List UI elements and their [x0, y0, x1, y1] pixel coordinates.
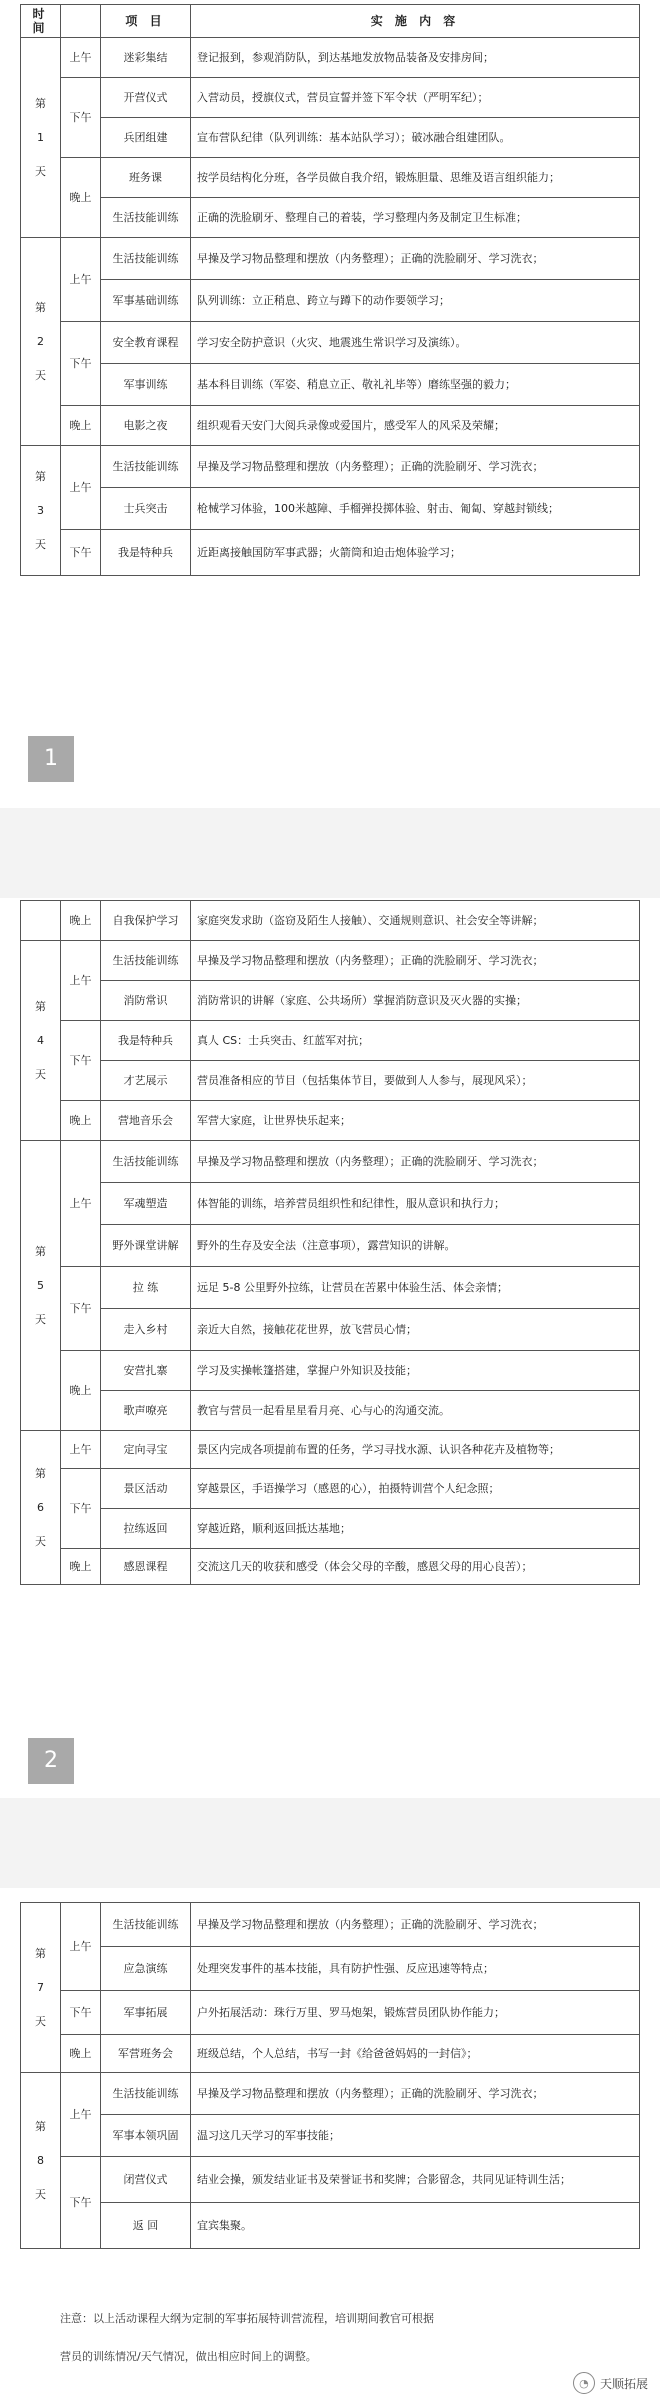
- time-slot: 晚上: [61, 1101, 101, 1141]
- activity-desc: 营员准备相应的节目（包括集体节目，要做到人人参与，展现风采）；: [191, 1061, 640, 1101]
- time-slot: 下午: [61, 78, 101, 158]
- activity-desc: 学习安全防护意识（火灾、地震逃生常识学习及演练）。: [191, 322, 640, 364]
- activity-name: 军魂塑造: [101, 1183, 191, 1225]
- activity-name: 生活技能训练: [101, 1141, 191, 1183]
- time-slot: 下午: [61, 1469, 101, 1549]
- header-content: 实 施 内 容: [191, 5, 640, 38]
- table-row: [21, 238, 640, 280]
- table-row: [21, 1509, 640, 1549]
- time-slot: 上午: [61, 1431, 101, 1469]
- activity-name: 才艺展示: [101, 1061, 191, 1101]
- page-number-badge-1: 1: [28, 736, 74, 782]
- activity-desc: 教官与营员一起看星星看月亮、心与心的沟通交流。: [191, 1391, 640, 1431]
- time-slot: 晚上: [61, 158, 101, 238]
- activity-name: 营地音乐会: [101, 1101, 191, 1141]
- activity-desc: 早操及学习物品整理和摆放（内务整理）；正确的洗脸刷牙、学习洗衣；: [191, 238, 640, 280]
- activity-desc: 学习及实操帐篷搭建，掌握户外知识及技能；: [191, 1351, 640, 1391]
- activity-name: 士兵突击: [101, 488, 191, 530]
- table-row: [21, 118, 640, 158]
- time-slot: 上午: [61, 238, 101, 322]
- schedule-table-3: [20, 1902, 640, 2249]
- activity-name: 军事本领巩固: [101, 2115, 191, 2157]
- table-row: [21, 941, 640, 981]
- table-row: [21, 322, 640, 364]
- activity-name: 生活技能训练: [101, 2073, 191, 2115]
- wechat-icon: ◔: [573, 2372, 595, 2394]
- activity-name: 我是特种兵: [101, 530, 191, 576]
- header-time-slot: [61, 5, 101, 38]
- time-slot: 下午: [61, 322, 101, 406]
- activity-desc: 早操及学习物品整理和摆放（内务整理）；正确的洗脸刷牙、学习洗衣；: [191, 1141, 640, 1183]
- table-row: [21, 1141, 640, 1183]
- table-header-row: [21, 5, 640, 38]
- table-row: [21, 1225, 640, 1267]
- page-separator: [0, 808, 660, 898]
- table-row: [21, 1101, 640, 1141]
- time-slot: 下午: [61, 530, 101, 576]
- time-slot: 下午: [61, 2157, 101, 2249]
- activity-desc: 宣布营队纪律（队列训练：基本站队学习）；破冰融合组建团队。: [191, 118, 640, 158]
- activity-desc: 结业会操，颁发结业证书及荣誉证书和奖牌；合影留念，共同见证特训生活；: [191, 2157, 640, 2203]
- day-label-6: 第 6 天: [21, 1431, 61, 1585]
- activity-name: 军营班务会: [101, 2035, 191, 2073]
- activity-desc: 登记报到，参观消防队，到达基地发放物品装备及安排房间；: [191, 38, 640, 78]
- activity-desc: 家庭突发求助（盗窃及陌生人接触）、交通规则意识、社会安全等讲解；: [191, 901, 640, 941]
- activity-name: 野外课堂讲解: [101, 1225, 191, 1267]
- table-row: [21, 1183, 640, 1225]
- activity-desc: 体智能的训练，培养营员组织性和纪律性，服从意识和执行力；: [191, 1183, 640, 1225]
- activity-name: 景区活动: [101, 1469, 191, 1509]
- table-row: [21, 1061, 640, 1101]
- activity-desc: 早操及学习物品整理和摆放（内务整理）；正确的洗脸刷牙、学习洗衣；: [191, 941, 640, 981]
- activity-name: 生活技能训练: [101, 446, 191, 488]
- activity-desc: 组织观看天安门大阅兵录像或爱国片，感受军人的风采及荣耀；: [191, 406, 640, 446]
- table-row: [21, 2115, 640, 2157]
- activity-desc: 穿越近路，顺利返回抵达基地；: [191, 1509, 640, 1549]
- activity-name: 应急演练: [101, 1947, 191, 1991]
- time-slot: 晚上: [61, 1351, 101, 1431]
- activity-desc: 早操及学习物品整理和摆放（内务整理）；正确的洗脸刷牙、学习洗衣；: [191, 446, 640, 488]
- watermark: [573, 2372, 648, 2394]
- activity-desc: 班级总结，个人总结，书写一封《给爸爸妈妈的一封信》；: [191, 2035, 640, 2073]
- activity-name: 军事拓展: [101, 1991, 191, 2035]
- table-row: [21, 406, 640, 446]
- activity-desc: 野外的生存及安全法（注意事项），露营知识的讲解。: [191, 1225, 640, 1267]
- day-label-3: 第 3 天: [21, 446, 61, 576]
- day-label-7: 第 7 天: [21, 1903, 61, 2073]
- activity-name: 拉练返回: [101, 1509, 191, 1549]
- table-row: [21, 78, 640, 118]
- table-row: [21, 364, 640, 406]
- activity-desc: 队列训练：立正稍息、跨立与蹲下的动作要领学习；: [191, 280, 640, 322]
- table-row: [21, 1267, 640, 1309]
- day-label-8: 第 8 天: [21, 2073, 61, 2249]
- activity-name: 电影之夜: [101, 406, 191, 446]
- schedule-table-2: [20, 900, 640, 1585]
- table-row: [21, 1431, 640, 1469]
- activity-desc: 交流这几天的收获和感受（体会父母的辛酸，感恩父母的用心良苦）；: [191, 1549, 640, 1585]
- activity-name: 安全教育课程: [101, 322, 191, 364]
- table-row: [21, 1903, 640, 1947]
- day-label-4: 第 4 天: [21, 941, 61, 1141]
- activity-desc: 正确的洗脸刷牙、整理自己的着装，学习整理内务及制定卫生标准；: [191, 198, 640, 238]
- activity-desc: 早操及学习物品整理和摆放（内务整理）；正确的洗脸刷牙、学习洗衣；: [191, 2073, 640, 2115]
- table-row: [21, 2073, 640, 2115]
- table-row: [21, 2157, 640, 2203]
- table-row: [21, 1991, 640, 2035]
- time-slot: 上午: [61, 1141, 101, 1267]
- time-slot: 下午: [61, 1021, 101, 1101]
- time-slot: 上午: [61, 1903, 101, 1991]
- activity-desc: 入营动员，授旗仪式，营员宣誓并签下军令状（严明军纪）；: [191, 78, 640, 118]
- page-number-badge-2: 2: [28, 1738, 74, 1784]
- activity-name: 开营仪式: [101, 78, 191, 118]
- activity-desc: 景区内完成各项提前布置的任务，学习寻找水源、认识各种花卉及植物等；: [191, 1431, 640, 1469]
- time-slot: 晚上: [61, 2035, 101, 2073]
- watermark-text: 天顺拓展: [599, 2376, 648, 2391]
- day-label-1: 第 1 天: [21, 38, 61, 238]
- time-slot: 上午: [61, 446, 101, 530]
- time-slot: 晚上: [61, 406, 101, 446]
- time-slot: 上午: [61, 941, 101, 1021]
- table-row: [21, 901, 640, 941]
- activity-name: 闭营仪式: [101, 2157, 191, 2203]
- activity-desc: 宜宾集聚。: [191, 2203, 640, 2249]
- day-label-5: 第 5 天: [21, 1141, 61, 1431]
- day-label-2: 第 2 天: [21, 238, 61, 446]
- activity-name: 消防常识: [101, 981, 191, 1021]
- activity-name: 军事基础训练: [101, 280, 191, 322]
- activity-desc: 基本科目训练（军姿、稍息立正、敬礼礼毕等）磨练坚强的毅力；: [191, 364, 640, 406]
- activity-name: 迷彩集结: [101, 38, 191, 78]
- table-row: [21, 2203, 640, 2249]
- table-row: [21, 1391, 640, 1431]
- activity-desc: 军营大家庭，让世界快乐起来；: [191, 1101, 640, 1141]
- activity-desc: 真人 CS：士兵突击、红蓝军对抗；: [191, 1021, 640, 1061]
- activity-name: 兵团组建: [101, 118, 191, 158]
- activity-name: 生活技能训练: [101, 198, 191, 238]
- time-slot: 晚上: [61, 901, 101, 941]
- activity-name: 生活技能训练: [101, 941, 191, 981]
- activity-name: 歌声嘹亮: [101, 1391, 191, 1431]
- activity-name: 我是特种兵: [101, 1021, 191, 1061]
- activity-name: 军事训练: [101, 364, 191, 406]
- time-slot: 下午: [61, 1267, 101, 1351]
- table-row: [21, 1549, 640, 1585]
- activity-name: 生活技能训练: [101, 238, 191, 280]
- time-slot: 上午: [61, 38, 101, 78]
- schedule-table-1: [20, 4, 640, 576]
- time-slot: 晚上: [61, 1549, 101, 1585]
- day-label-empty: [21, 901, 61, 941]
- activity-desc: 按学员结构化分班，各学员做自我介绍，锻炼胆量、思维及语言组织能力；: [191, 158, 640, 198]
- activity-desc: 穿越景区，手语操学习（感恩的心），拍摄特训营个人纪念照；: [191, 1469, 640, 1509]
- activity-name: 定向寻宝: [101, 1431, 191, 1469]
- activity-desc: 枪械学习体验，100米越障、手榴弹投掷体验、射击、匍匐、穿越封锁线；: [191, 488, 640, 530]
- page-separator: [0, 1798, 660, 1888]
- activity-desc: 亲近大自然，接触花花世界，放飞营员心情；: [191, 1309, 640, 1351]
- activity-desc: 近距离接触国防军事武器；火箭筒和迫击炮体验学习；: [191, 530, 640, 576]
- activity-desc: 户外拓展活动：珠行万里、罗马炮架，锻炼营员团队协作能力；: [191, 1991, 640, 2035]
- table-row: [21, 38, 640, 78]
- activity-desc: 消防常识的讲解（家庭、公共场所）掌握消防意识及灭火器的实操；: [191, 981, 640, 1021]
- table-row: [21, 446, 640, 488]
- header-time: 时 间: [21, 5, 61, 38]
- activity-name: 安营扎寨: [101, 1351, 191, 1391]
- activity-desc: 温习这几天学习的军事技能；: [191, 2115, 640, 2157]
- time-slot: 下午: [61, 1991, 101, 2035]
- activity-name: 生活技能训练: [101, 1903, 191, 1947]
- activity-name: 拉 练: [101, 1267, 191, 1309]
- activity-name: 返 回: [101, 2203, 191, 2249]
- table-row: [21, 198, 640, 238]
- activity-name: 班务课: [101, 158, 191, 198]
- activity-desc: 远足 5-8 公里野外拉练，让营员在苦累中体验生活、体会亲情；: [191, 1267, 640, 1309]
- activity-desc: 处理突发事件的基本技能，具有防护性强、反应迅速等特点；: [191, 1947, 640, 1991]
- table-row: [21, 1351, 640, 1391]
- table-row: [21, 530, 640, 576]
- table-row: [21, 158, 640, 198]
- activity-desc: 早操及学习物品整理和摆放（内务整理）；正确的洗脸刷牙、学习洗衣；: [191, 1903, 640, 1947]
- header-item: 项 目: [101, 5, 191, 38]
- activity-name: 走入乡村: [101, 1309, 191, 1351]
- table-row: [21, 1021, 640, 1061]
- table-row: [21, 488, 640, 530]
- table-row: [21, 280, 640, 322]
- time-slot: 上午: [61, 2073, 101, 2157]
- table-row: [21, 1947, 640, 1991]
- table-row: [21, 1309, 640, 1351]
- table-row: [21, 2035, 640, 2073]
- activity-name: 感恩课程: [101, 1549, 191, 1585]
- activity-name: 自我保护学习: [101, 901, 191, 941]
- table-row: [21, 1469, 640, 1509]
- table-row: [21, 981, 640, 1021]
- schedule-note-line-1: 注意：以上活动课程大纲为定制的军事拓展特训营流程，培训期间教官可根据: [60, 2312, 434, 2325]
- schedule-note-line-2: 营员的训练情况/天气情况，做出相应时间上的调整。: [60, 2350, 317, 2363]
